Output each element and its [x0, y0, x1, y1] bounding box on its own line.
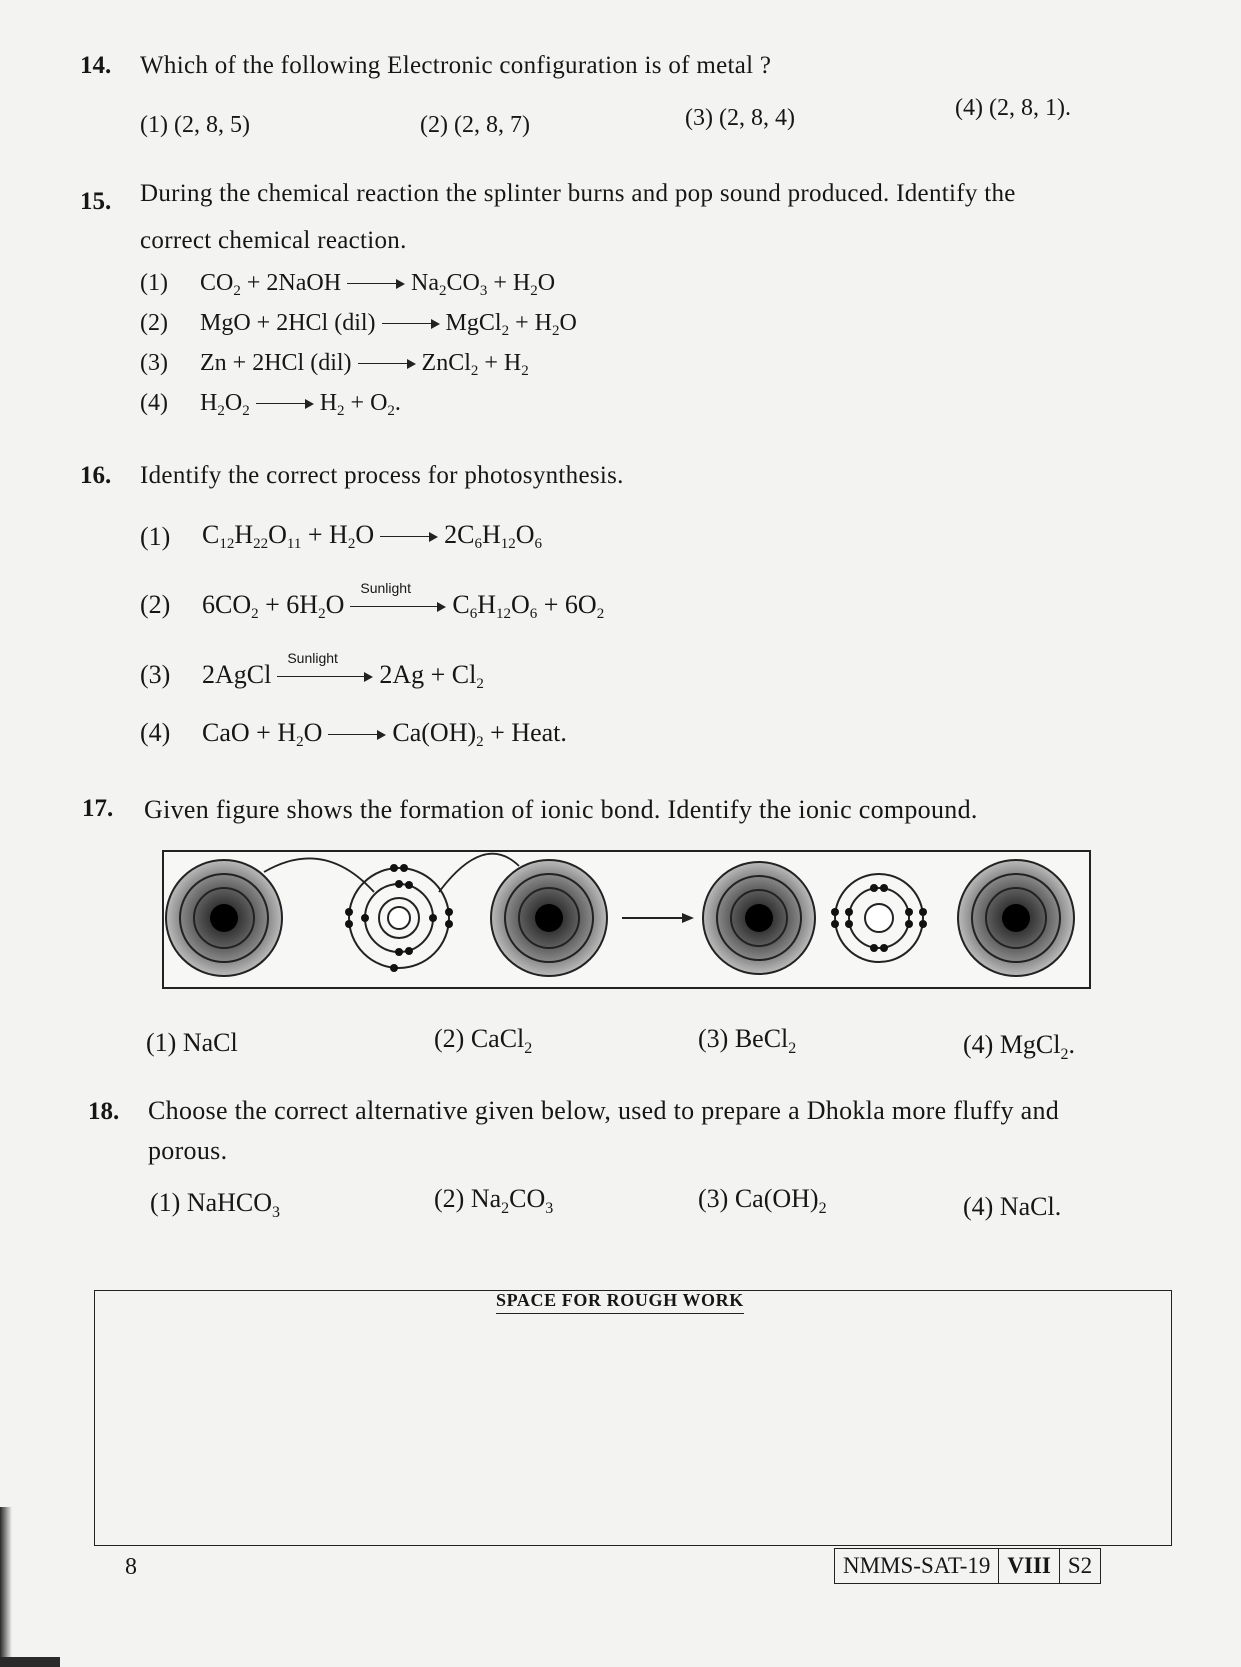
q17-option-4-text: (4) MgCl [963, 1030, 1061, 1059]
q18-option-2-text: (2) Na [434, 1184, 502, 1213]
q16-option-2-label: (2) [140, 590, 171, 619]
page-number: 8 [125, 1554, 137, 1580]
q18-option-1: (1) NaHCO$_3$ [150, 1188, 281, 1222]
q16-option-3-label: (3) [140, 660, 171, 689]
q16-option-3-equation: 2AgCl Sunlight $2Ag + Cl_2$ [202, 650, 484, 692]
q18-option-1-text: (1) NaHCO [150, 1188, 273, 1217]
reaction-arrow-icon [347, 279, 405, 289]
q17-option-3-text: (3) BeCl [698, 1024, 789, 1053]
q18-text-line1: Choose the correct alternative given below, used to prepare a Dhokla more fluffy and [148, 1096, 1060, 1125]
footer-code-box [834, 1548, 1101, 1584]
q16-option-2-equation: $6CO_2 + 6H_2O$ Sunlight $C_6H_{12}O_6 + 6O_2$ [202, 580, 605, 622]
metal-atom-icon [166, 860, 282, 976]
q15-option-4-equation: $H_2O_2$ $H_2 + O_2$. [200, 390, 401, 419]
q15-text-line1: During the chemical reaction the splinter burns and pop sound produced. Identify the [140, 180, 1016, 207]
metal-atom-icon [491, 860, 607, 976]
reaction-arrow-icon [382, 319, 440, 329]
q18-text-line2: porous. [148, 1136, 228, 1165]
q18-number: 18. [88, 1098, 120, 1125]
footer-exam-code: NMMS-SAT-19 [834, 1548, 998, 1584]
rough-work-box [94, 1290, 1172, 1546]
q15-option-1-equation: $CO_2$ + 2NaOH $Na_2CO_3 + H_2O$ [200, 270, 556, 299]
q15-option-2-label: (2) [140, 310, 168, 336]
reaction-arrow-icon [380, 532, 438, 542]
reaction-arrow-icon [358, 359, 416, 369]
q15-option-4-label: (4) [140, 390, 168, 416]
sunlight-label: Sunlight [287, 650, 338, 667]
q17-option-1: (1) NaCl [146, 1028, 238, 1057]
q17-option-2-text: (2) CaCl [434, 1024, 525, 1053]
q17-text: Given figure shows the formation of ionic bond. Identify the ionic compound. [144, 795, 978, 824]
q18-option-3: (3) $Ca(OH)_2$ [698, 1184, 827, 1218]
rough-work-title: SPACE FOR ROUGH WORK [496, 1290, 744, 1314]
sunlight-label: Sunlight [360, 580, 411, 597]
q14-option-4: (4) (2, 8, 1). [955, 95, 1071, 121]
q15-option-3-equation: Zn + 2HCl (dil) ZnCl$_2$ + $H_2$ [200, 350, 529, 379]
q14-option-1: (1) (2, 8, 5) [140, 112, 250, 138]
q15-text-line2: correct chemical reaction. [140, 227, 407, 254]
q16-option-1-equation: $C_{12}H_{22}O_{11} + H_2O$ $2C_6H_{12}O_6$ [202, 520, 542, 552]
q16-option-1-label: (1) [140, 522, 171, 551]
q15-option-1-label: (1) [140, 270, 168, 296]
q16-option-4-equation: CaO + $H_2O$ $Ca(OH)_2$ + Heat. [202, 718, 567, 750]
reaction-arrow-icon [328, 730, 386, 740]
q16-number: 16. [80, 462, 112, 489]
q16-text: Identify the correct process for photosynthesis. [140, 462, 624, 489]
metal-ion-icon [703, 862, 815, 974]
electron-transfer-arrow-icon [264, 858, 374, 892]
reaction-arrow-icon [256, 399, 314, 409]
q18-option-3-text: (3) Ca(OH) [698, 1184, 819, 1213]
sunlight-arrow-icon [277, 650, 373, 682]
footer-class: VIII [998, 1548, 1058, 1584]
q14-option-2: (2) (2, 8, 7) [420, 112, 530, 138]
q17-option-2: (2) CaCl$_2$ [434, 1024, 533, 1058]
q17-option-4: (4) MgCl$_2$. [963, 1030, 1075, 1064]
q17-number: 17. [82, 795, 114, 822]
page-corner-shadow [0, 1657, 60, 1667]
q15-option-2-equation: MgO + 2HCl (dil) MgCl$_2$ + $H_2O$ [200, 310, 577, 339]
q15-number: 15. [80, 188, 112, 215]
q15-option-3-label: (3) [140, 350, 168, 376]
forms-arrow-icon [622, 913, 694, 923]
q17-option-3: (3) BeCl$_2$ [698, 1024, 797, 1058]
metal-ion-icon [958, 860, 1074, 976]
q18-option-2: (2) $Na_2CO_3$ [434, 1184, 554, 1218]
nonmetal-ion-icon [831, 874, 927, 962]
q18-option-4: (4) NaCl. [963, 1192, 1062, 1221]
ionic-bond-diagram [162, 850, 1091, 989]
q14-text: Which of the following Electronic configuration is of metal ? [140, 52, 772, 79]
ionic-bond-figure [164, 852, 1089, 987]
q14-number: 14. [80, 52, 112, 79]
q14-option-3: (3) (2, 8, 4) [685, 105, 795, 131]
q16-option-4-label: (4) [140, 718, 171, 747]
sunlight-arrow-icon [350, 580, 446, 612]
footer-set: S2 [1059, 1548, 1101, 1584]
page-edge-shadow [0, 1507, 12, 1667]
